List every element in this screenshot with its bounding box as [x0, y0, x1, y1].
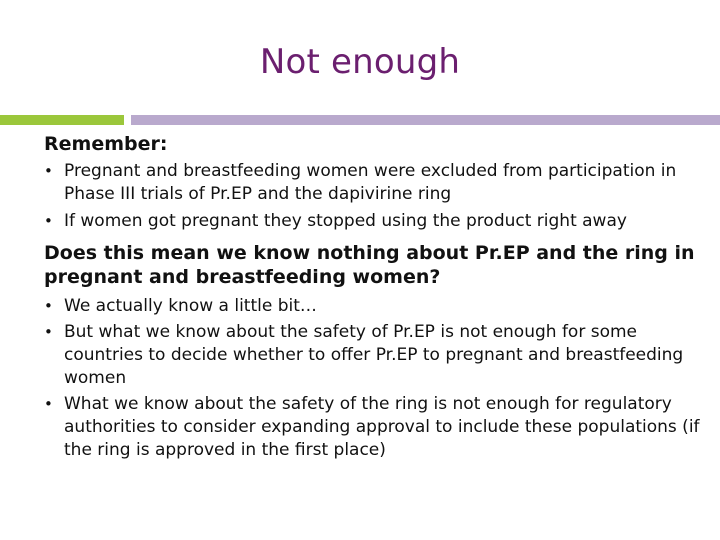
- bullet-list-remember: [44, 160, 704, 233]
- divider-green-segment: [0, 115, 124, 125]
- list-item: • But what we know about the safety of Pr.EP is not enough for some countries to decide whether to offer Pr.EP to pregnant and breastfeeding women: [44, 321, 704, 390]
- bullet-list-answer: [44, 295, 704, 462]
- list-item: • If women got pregnant they stopped using the product right away: [44, 210, 704, 233]
- slide-title: Not enough: [259, 42, 461, 82]
- list-item: • We actually know a little bit…: [44, 295, 704, 318]
- title-divider: [0, 115, 720, 125]
- list-item: • What we know about the safety of the ring is not enough for regulatory authorities to consider expanding approval to include these populations (if the ring is approved in the first place): [44, 393, 704, 462]
- slide-body: [44, 132, 704, 465]
- divider-purple-segment: [131, 115, 720, 125]
- section-heading-question: Does this mean we know nothing about Pr.EP and the ring in pregnant and breastfeeding women?: [44, 242, 695, 288]
- section-heading-remember: Remember:: [44, 133, 168, 155]
- list-item: • Pregnant and breastfeeding women were excluded from participation in Phase III trials of Pr.EP and the dapivirine ring: [44, 160, 704, 206]
